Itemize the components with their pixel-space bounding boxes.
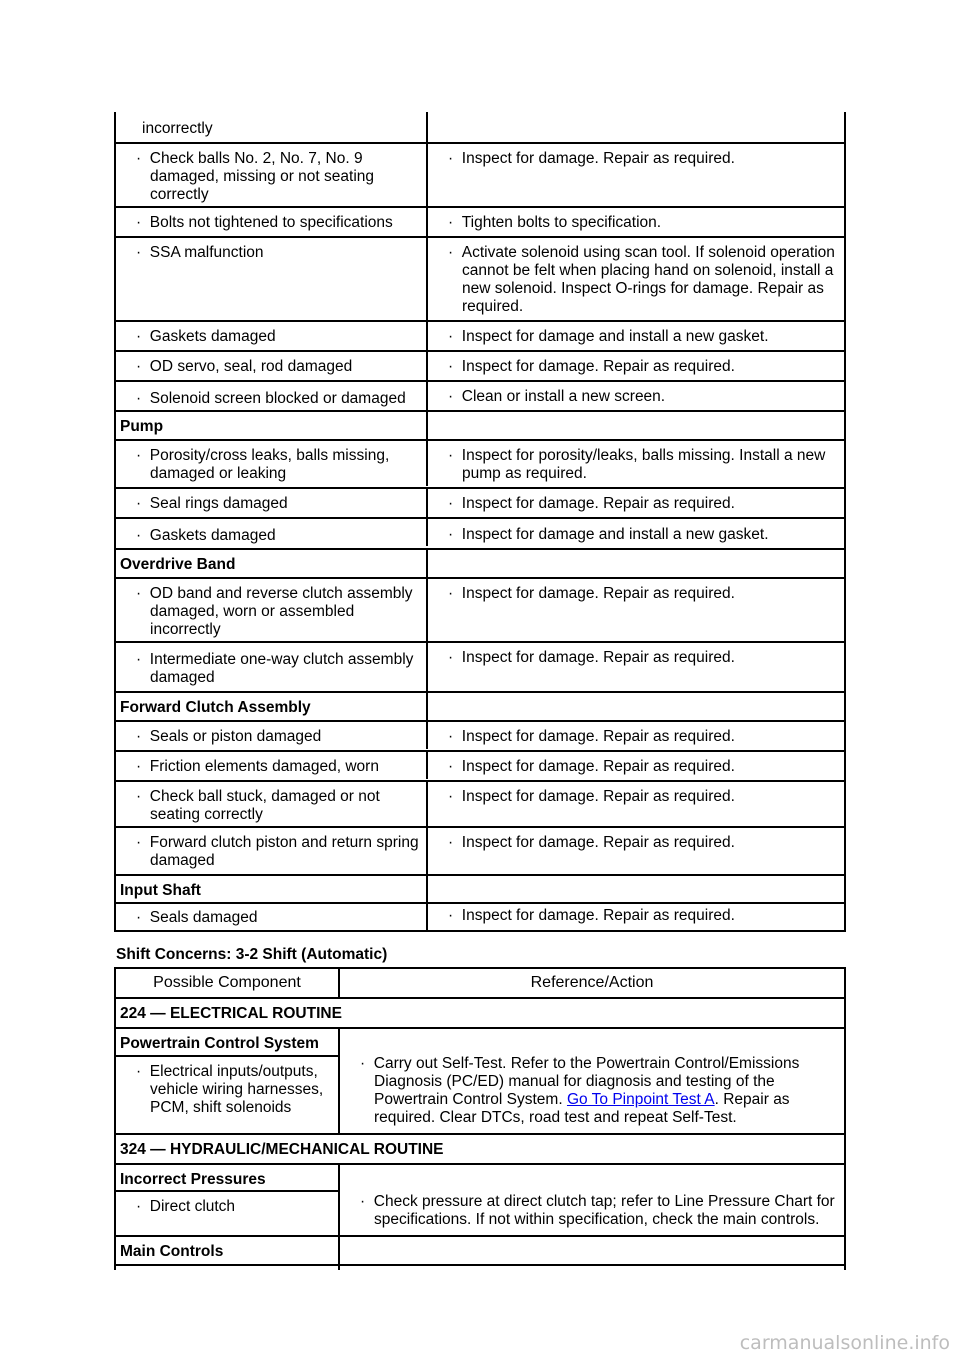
action-text: · Inspect for damage. Repair as required. [432,649,840,667]
action-text: · Carry out Self-Test. Refer to the Powertrain Control/Emissions Diagnosis (PC/ED) manual for diagnosis and testing of the Powertrain Control System. Go To Pinpoint Test A. Repair as required. Clear DTCs, road test and repeat Self-Test. [344,1055,840,1127]
section-heading: Incorrect Pressures [116,1165,338,1192]
table-row [114,828,846,876]
routine-heading: 324 — HYDRAULIC/MECHANICAL ROUTINE [120,1141,444,1158]
cause-text: · Solenoid screen blocked or damaged [120,390,422,408]
section-heading: Powertrain Control System [116,1029,338,1057]
section-heading: Main Controls [116,1237,340,1264]
cause-text: · Gaskets damaged [120,527,422,545]
table-row [114,441,846,489]
table-header-row [114,967,846,999]
cause-text: · Check ball stuck, damaged or not seating correctly [120,788,422,824]
table-row [114,352,846,382]
table-row [114,489,846,519]
cause-text: incorrectly [142,120,213,137]
cause-text: · Seals damaged [120,909,422,927]
cause-text: · Electrical inputs/outputs, vehicle wiring harnesses, PCM, shift solenoids [120,1063,334,1117]
action-text: · Inspect for damage. Repair as required. [432,758,840,776]
table-row [114,322,846,352]
cause-text: · OD servo, seal, rod damaged [120,358,422,376]
action-text: · Inspect for damage. Repair as required. [432,834,840,852]
action-text: · Inspect for damage. Repair as required. [432,495,840,513]
section-row-overdrive-band [114,550,846,579]
column-header-action: Reference/Action [530,974,654,991]
table-row [114,904,846,932]
action-text: · Activate solenoid using scan tool. If solenoid operation cannot be felt when placing hand on solenoid, install a new solenoid. Inspect O-rings for damage. Repair as required. [432,244,840,316]
table-row [114,112,846,144]
site-watermark: carmanualsonline.info [739,1332,950,1354]
table-row-powertrain [114,1029,846,1135]
section-row-forward-clutch [114,693,846,722]
table-caption: Shift Concerns: 3-2 Shift (Automatic) [116,946,388,963]
section-heading: Input Shaft [116,876,428,902]
shift-concerns-table [114,967,846,1266]
cause-text: · SSA malfunction [120,244,422,262]
table-row [114,782,846,828]
table-border-stub [844,1262,846,1270]
action-text: · Clean or install a new screen. [432,388,840,406]
cause-text: · Bolts not tightened to specifications [120,214,422,232]
table-row [114,579,846,643]
section-heading: Overdrive Band [116,550,428,577]
action-text: · Inspect for damage. Repair as required. [432,585,840,603]
action-text: · Inspect for damage. Repair as required. [432,358,840,376]
table-row [114,643,846,693]
cause-text: · OD band and reverse clutch assembly damaged, worn or assembled incorrectly [120,585,422,639]
routine-row-electrical [114,999,846,1029]
pinpoint-test-a-link[interactable]: Go To Pinpoint Test A [566,1091,715,1108]
cause-text: · Friction elements damaged, worn [120,758,422,776]
column-header-component: Possible Component [116,969,340,997]
table-row [114,519,846,550]
section-row-pump [114,412,846,441]
cause-text: · Gaskets damaged [120,328,422,346]
action-text: · Inspect for damage and install a new gasket. [432,526,840,544]
table-row [114,208,846,238]
cause-text: · Porosity/cross leaks, balls missing, damaged or leaking [120,447,422,483]
cause-text: · Intermediate one-way clutch assembly damaged [120,651,422,687]
table-row [114,238,846,322]
section-row-main-controls [114,1237,846,1266]
table-border-stub [338,1262,340,1270]
action-text: · Inspect for porosity/leaks, balls missing. Install a new pump as required. [432,447,840,483]
action-text: · Inspect for damage. Repair as required. [432,788,840,806]
action-text: · Inspect for damage. Repair as required. [432,150,840,168]
table-row [114,722,846,752]
cause-text: · Check balls No. 2, No. 7, No. 9 damaged, missing or not seating correctly [120,150,422,204]
routine-heading: 224 — ELECTRICAL ROUTINE [120,1005,342,1022]
action-text: · Inspect for damage. Repair as required. [432,728,840,746]
action-text: · Inspect for damage. Repair as required. [432,907,840,925]
cause-text: · Seals or piston damaged [120,728,422,746]
section-heading: Pump [116,412,428,439]
table-row-pressures [114,1165,846,1237]
action-text: · Check pressure at direct clutch tap; refer to Line Pressure Chart for specifications. If not within specification, check the main controls. [344,1193,840,1229]
cause-text: · Forward clutch piston and return spring damaged [120,834,422,870]
action-text: · Inspect for damage and install a new gasket. [432,328,840,346]
section-heading: Forward Clutch Assembly [116,693,428,720]
action-text: · Tighten bolts to specification. [432,214,840,232]
routine-row-hydraulic [114,1135,846,1165]
table-row [114,144,846,208]
cause-text: · Direct clutch [120,1198,334,1216]
diagnosis-table-continued [114,112,846,932]
table-row [114,382,846,412]
section-row-input-shaft [114,876,846,904]
cause-text: · Seal rings damaged [120,495,422,513]
table-row [114,752,846,782]
table-border-stub [114,1262,116,1270]
